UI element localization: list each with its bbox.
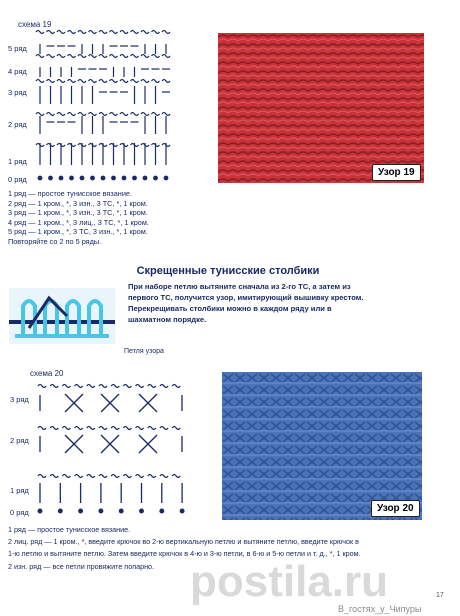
- stitch-tilde: [57, 80, 65, 83]
- stitch-tilde: [62, 385, 70, 388]
- chain-dot: [80, 176, 84, 180]
- schema-19-legend: [8, 189, 149, 247]
- stitch-tilde: [123, 475, 131, 478]
- stitch-tilde: [111, 385, 119, 388]
- stitch-tilde: [99, 475, 107, 478]
- stitch-tilde: [57, 31, 65, 34]
- schema-20-row-0-label: 0 ряд: [10, 508, 29, 517]
- stitch-tilde: [148, 427, 156, 430]
- stitch-tilde: [123, 385, 131, 388]
- page-number: 17: [436, 592, 444, 599]
- chain-dot: [112, 176, 116, 180]
- stitch-tilde: [152, 80, 160, 83]
- stitch-tilde: [110, 55, 118, 58]
- schema-19-row-3-label: 3 ряд: [8, 88, 27, 97]
- stitch-tilde: [141, 80, 149, 83]
- stitch-tilde: [47, 80, 55, 83]
- stitch-tilde: [99, 55, 107, 58]
- schema-19-symbols: [36, 31, 170, 180]
- schema-19-row-0-label: 0 ряд: [8, 175, 27, 184]
- stitch-tilde: [38, 475, 46, 478]
- section-title: Скрещенные тунисские столбики: [136, 265, 320, 277]
- section-text-line: Перекрещивать столбики можно в каждом ряду или в: [128, 304, 332, 313]
- stitch-tilde: [75, 427, 83, 430]
- section-text-line: шахматном порядке.: [128, 315, 207, 324]
- stitch-tilde: [47, 113, 55, 116]
- schema-19-legend-line: 3 ряд — 1 кром., *, 3 изн., 3 ТС, *, 1 кром.: [8, 208, 148, 218]
- stitch-tilde: [111, 475, 119, 478]
- stitch-tilde: [136, 427, 144, 430]
- stitch-tilde: [162, 55, 170, 58]
- schema-20-legend-line: 2 лиц. ряд — 1 кром., *, введите крючок во 2-ю вертикальную петлю и вытяните петлю, введите крючок в: [8, 537, 359, 547]
- stitch-tilde: [131, 113, 139, 116]
- schema-20-legend-line: 1-ю петлю и вытяните петлю. Затем введите крючок в 4-ю и 3-ю петли, в 6-ю и 5-ю петли и т. д., *, 1 кром.: [8, 549, 361, 559]
- stitch-tilde: [160, 385, 168, 388]
- chain-dot: [91, 176, 95, 180]
- schema-19-legend-line: 4 ряд — 1 кром., *, 3 лиц., 3 ТС, *, 1 кром.: [8, 217, 149, 227]
- stitch-tilde: [57, 55, 65, 58]
- stitch-tilde: [36, 80, 44, 83]
- schema-19-legend-line: Повторяйте со 2 по 5 ряды.: [8, 236, 102, 246]
- pattern-20-photo: [222, 372, 422, 520]
- loop-caption: Петля узора: [124, 348, 164, 355]
- schema-19-label: схема 19: [18, 20, 52, 29]
- stitch-tilde: [89, 80, 97, 83]
- stitch-tilde: [136, 475, 144, 478]
- stitch-tilde: [87, 385, 95, 388]
- stitch-tilde: [68, 80, 76, 83]
- stitch-tilde: [78, 113, 86, 116]
- schema-20-row-3-label: 3 ряд: [10, 395, 29, 404]
- chain-dot: [164, 176, 168, 180]
- chain-dot: [99, 509, 103, 513]
- schema-19-row-5-label: 5 ряд: [8, 44, 27, 53]
- schema-20-legend-line: 2 изн. ряд — все петли провяжите попарно.: [8, 561, 155, 571]
- schema-19-row-1-label: 1 ряд: [8, 157, 27, 166]
- schema-19-row-2-label: 2 ряд: [8, 120, 27, 129]
- stitch-tilde: [160, 475, 168, 478]
- stitch-tilde: [141, 55, 149, 58]
- chain-dot: [79, 509, 83, 513]
- stitch-tilde: [57, 113, 65, 116]
- chain-dot: [59, 509, 63, 513]
- chain-dot: [101, 176, 105, 180]
- stitch-tilde: [87, 475, 95, 478]
- section-text-line: При наборе петлю вытяните сначала из 2-го ТС, а затем из: [128, 282, 351, 291]
- stitch-tilde: [172, 427, 180, 430]
- schema-19-legend-line: 5 ряд — 1 кром., *, 3 ТС, 3 изн., *, 1 кром.: [8, 227, 148, 237]
- stitch-tilde: [152, 113, 160, 116]
- stitch-tilde: [131, 31, 139, 34]
- stitch-tilde: [99, 80, 107, 83]
- chain-dot: [49, 176, 53, 180]
- pattern-19-photo: [218, 33, 424, 183]
- stitch-tilde: [68, 113, 76, 116]
- stitch-tilde: [68, 55, 76, 58]
- stitch-tilde: [136, 385, 144, 388]
- stitch-tilde: [50, 427, 58, 430]
- schema-20-symbols: [38, 385, 184, 513]
- stitch-tilde: [89, 113, 97, 116]
- stitch-tilde: [148, 385, 156, 388]
- chain-dot: [59, 176, 63, 180]
- stitch-tilde: [75, 475, 83, 478]
- stitch-tilde: [120, 31, 128, 34]
- schema-19-legend-line: 1 ряд — простое тунисское вязание.: [8, 189, 132, 198]
- stitch-tilde: [162, 113, 170, 116]
- stitch-tilde: [36, 55, 44, 58]
- stitch-tilde: [148, 475, 156, 478]
- stitch-tilde: [68, 31, 76, 34]
- watermark-text: В_гостях_у_Чипуры: [338, 604, 422, 614]
- schema-20-row-2-label: 2 ряд: [10, 436, 29, 445]
- chain-dot: [154, 176, 158, 180]
- chain-dot: [70, 176, 74, 180]
- stitch-tilde: [110, 31, 118, 34]
- chain-dot: [180, 509, 184, 513]
- chain-dot: [119, 509, 123, 513]
- stitch-tilde: [50, 475, 58, 478]
- stitch-tilde: [123, 427, 131, 430]
- stitch-tilde: [47, 55, 55, 58]
- chain-dot: [140, 509, 144, 513]
- chain-dot: [160, 509, 164, 513]
- stitch-tilde: [120, 55, 128, 58]
- stitch-tilde: [152, 55, 160, 58]
- stitch-tilde: [99, 385, 107, 388]
- schema-20-row-1-label: 1 ряд: [10, 486, 29, 495]
- section-text-line: первого ТС, получится узор, имитирующий вышивку крестом.: [128, 293, 364, 302]
- stitch-tilde: [38, 427, 46, 430]
- stitch-tilde: [131, 55, 139, 58]
- stitch-tilde: [78, 80, 86, 83]
- schema-20-diagram: [36, 378, 186, 518]
- stitch-tilde: [110, 80, 118, 83]
- stitch-tilde: [50, 385, 58, 388]
- stitch-tilde: [87, 427, 95, 430]
- chain-dot: [143, 176, 147, 180]
- stitch-tilde: [162, 31, 170, 34]
- stitch-tilde: [172, 475, 180, 478]
- section-description: [128, 281, 364, 325]
- schema-19-diagram: [34, 26, 174, 186]
- schema-19-legend-line: 2 ряд — 1 кром., *, 3 изн., 3 ТС, *, 1 кром.: [8, 198, 148, 208]
- pattern-19-caption: Узор 19: [372, 164, 421, 181]
- stitch-tilde: [62, 475, 70, 478]
- stitch-tilde: [120, 80, 128, 83]
- chain-dot: [133, 176, 137, 180]
- stitch-tilde: [110, 113, 118, 116]
- stitch-tilde: [131, 80, 139, 83]
- stitch-tilde: [111, 427, 119, 430]
- chain-dot: [38, 176, 42, 180]
- stitch-tilde: [160, 427, 168, 430]
- stitch-tilde: [152, 31, 160, 34]
- schema-20-legend-line: 1 ряд — простое тунисское вязание.: [8, 525, 131, 534]
- postila-watermark-logo: [190, 556, 460, 608]
- svg-text:postila.ru: postila.ru: [190, 557, 389, 606]
- stitch-tilde: [36, 31, 44, 34]
- loop-illustration: [9, 288, 115, 344]
- stitch-tilde: [89, 55, 97, 58]
- stitch-tilde: [172, 385, 180, 388]
- stitch-tilde: [78, 31, 86, 34]
- schema-19-row-4-label: 4 ряд: [8, 67, 27, 76]
- stitch-tilde: [36, 113, 44, 116]
- stitch-tilde: [162, 80, 170, 83]
- stitch-tilde: [62, 427, 70, 430]
- schema-20-label: схема 20: [30, 369, 64, 378]
- stitch-tilde: [99, 113, 107, 116]
- stitch-tilde: [141, 113, 149, 116]
- stitch-tilde: [89, 31, 97, 34]
- stitch-tilde: [47, 31, 55, 34]
- stitch-tilde: [141, 31, 149, 34]
- chain-dot: [38, 509, 42, 513]
- chain-dot: [122, 176, 126, 180]
- stitch-tilde: [78, 55, 86, 58]
- stitch-tilde: [99, 427, 107, 430]
- stitch-tilde: [120, 113, 128, 116]
- stitch-tilde: [38, 385, 46, 388]
- stitch-tilde: [99, 31, 107, 34]
- stitch-tilde: [75, 385, 83, 388]
- pattern-20-caption: Узор 20: [371, 500, 420, 517]
